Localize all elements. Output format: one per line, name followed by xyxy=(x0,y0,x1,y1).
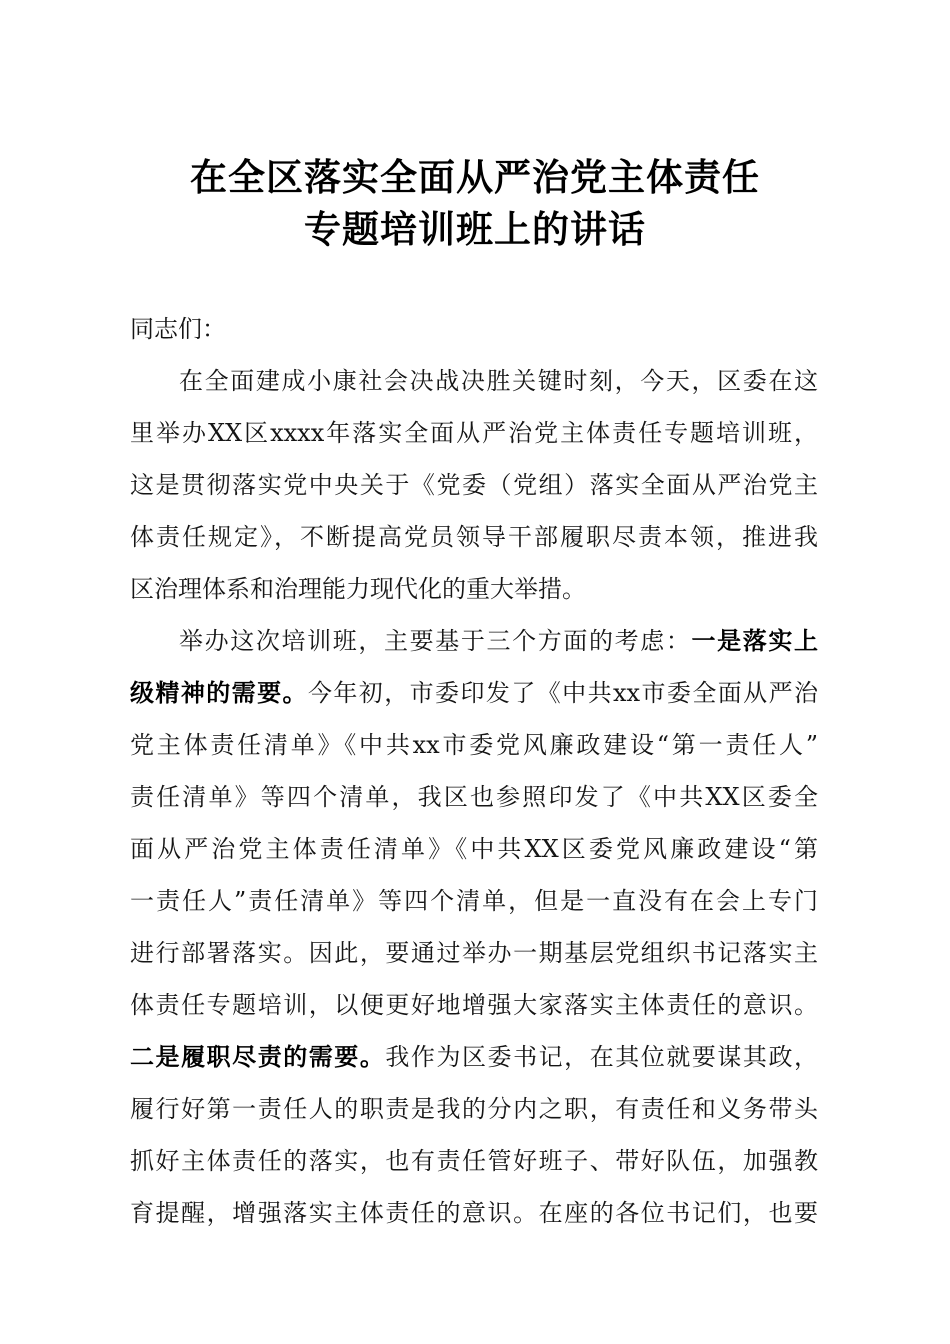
paragraph-1-line-2: 里举办XX区xxxx年落实全面从严治党主体责任专题培训班， xyxy=(130,419,818,447)
paragraph-2-line-9 xyxy=(130,1037,818,1077)
paragraph-1-line-1: 在全面建成小康社会决战决胜关键时刻，今天，区委在这 xyxy=(179,367,818,395)
paragraph-1-line-5: 区治理体系和治理能力现代化的重大举措。 xyxy=(130,575,586,603)
paragraph-2-line-2 xyxy=(130,673,818,713)
paragraph-2-line-11: 抓好主体责任的落实，也有责任管好班子、带好队伍，加强教 xyxy=(130,1147,818,1175)
paragraph-2-line-3: 党主体责任清单》《中共xx市委党风廉政建设“第一责任人” xyxy=(130,731,818,759)
paragraph-2-line-9-text: 我作为区委书记，在其位就要谋其政， xyxy=(385,1043,819,1071)
paragraph-2-line-12: 育提醒，增强落实主体责任的意识。在座的各位书记们，也要 xyxy=(130,1199,818,1227)
paragraph-2-line-8: 体责任专题培训，以便更好地增强大家落实主体责任的意识。 xyxy=(130,991,818,1019)
paragraph-2-line-5: 面从严治党主体责任清单》《中共XX区委党风廉政建设“第 xyxy=(130,835,818,863)
paragraph-2-line-2-text: 今年初，市委印发了《中共xx市委全面从严治 xyxy=(307,679,819,707)
document-title-line-2: 专题培训班上的讲话 xyxy=(304,207,646,251)
emphasis-point-two: 二是履职尽责的需要。 xyxy=(130,1042,386,1071)
paragraph-1-line-4: 体责任规定》，不断提高党员领导干部履职尽责本领，推进我 xyxy=(130,523,818,551)
paragraph-2-line-6: 一责任人”责任清单》等四个清单，但是一直没有在会上专门 xyxy=(130,887,818,915)
paragraph-2-line-7: 进行部署落实。因此，要通过举办一期基层党组织书记落实主 xyxy=(130,939,818,967)
emphasis-point-one-end: 级精神的需要。 xyxy=(130,678,308,707)
paragraph-2-line-10: 履行好第一责任人的职责是我的分内之职，有责任和义务带头 xyxy=(130,1095,818,1123)
paragraph-2-line-1-text: 举办这次培训班，主要基于三个方面的考虑： xyxy=(179,627,692,655)
paragraph-2-line-4: 责任清单》等四个清单，我区也参照印发了《中共XX区委全 xyxy=(130,783,818,811)
emphasis-point-one-start: 一是落实上 xyxy=(691,626,818,655)
document-title-line-1: 在全区落实全面从严治党主体责任 xyxy=(190,155,760,199)
paragraph-2-line-1 xyxy=(179,621,818,661)
salutation: 同志们： xyxy=(130,315,226,343)
paragraph-1-line-3: 这是贯彻落实党中央关于《党委（党组）落实全面从严治党主 xyxy=(130,471,818,499)
